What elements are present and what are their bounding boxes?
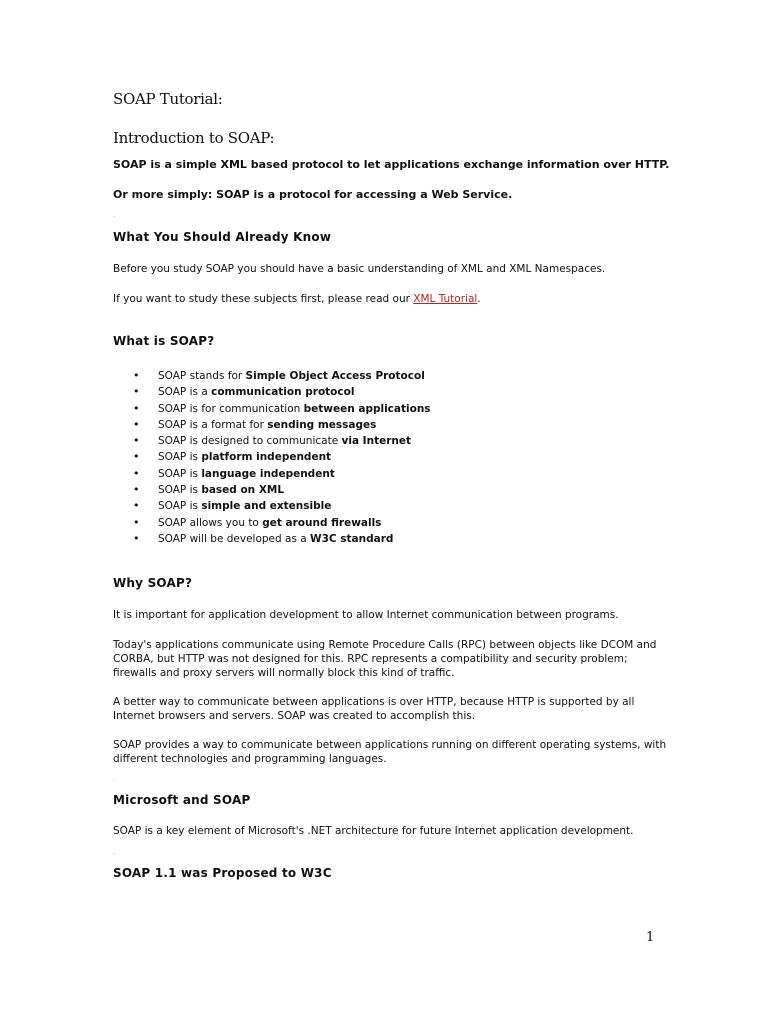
bullet-icon: •	[133, 515, 140, 529]
know-paragraph: Before you study SOAP you should have a basic understanding of XML and XML Namespaces.	[113, 263, 606, 275]
list-item: • SOAP is simple and extensible	[133, 499, 332, 513]
list-item: • SOAP is based on XML	[133, 483, 285, 497]
list-item: • SOAP stands for Simple Object Access Protocol	[133, 369, 425, 382]
bullet-icon: •	[133, 417, 140, 431]
stray-mark: .	[113, 212, 115, 219]
list-item: • SOAP is a communication protocol	[133, 385, 355, 399]
microsoft-heading: Microsoft and SOAP	[113, 793, 251, 807]
list-item: • SOAP is platform independent	[133, 450, 332, 464]
know-paragraph-link: If you want to study these subjects first, please read our XML Tutorial.	[113, 293, 481, 305]
page-title: SOAP Tutorial:	[113, 90, 223, 108]
why-paragraph: SOAP provides a way to communicate between applications running on different operating systems, with different technologies and programming languages.	[113, 739, 667, 765]
page-number: 1	[646, 930, 655, 945]
list-item: • SOAP allows you to get around firewalls	[133, 515, 382, 529]
list-item: • SOAP is language independent	[133, 466, 335, 480]
what-heading: What is SOAP?	[113, 334, 215, 348]
list-item: • SOAP is a format for sending messages	[133, 417, 377, 431]
why-paragraph: It is important for application development to allow Internet communication between programs.	[113, 609, 619, 621]
stray-mark: .	[113, 849, 115, 856]
list-item: • SOAP is for communication between applications	[133, 401, 431, 415]
bullet-icon: •	[133, 385, 140, 399]
intro-line: SOAP is a simple XML based protocol to let applications exchange information over HTTP.	[113, 158, 670, 171]
soap-feature-list	[113, 368, 431, 547]
w3c-heading: SOAP 1.1 was Proposed to W3C	[113, 866, 332, 880]
why-paragraph: Today's applications communicate using Remote Procedure Calls (RPC) between objects like DCOM and CORBA, but HTTP was not designed for this. RPC represents a compatibility and security problem; firewalls and proxy servers will normally block this kind of traffic.	[113, 639, 657, 679]
bullet-icon: •	[133, 531, 140, 545]
bullet-icon: •	[133, 450, 140, 464]
list-item: • SOAP will be developed as a W3C standard	[133, 531, 394, 545]
why-paragraph: A better way to communicate between applications is over HTTP, because HTTP is supported by all Internet browsers and servers. SOAP was created to accomplish this.	[113, 696, 635, 722]
bullet-icon: •	[133, 483, 140, 497]
bullet-icon: •	[133, 401, 140, 415]
xml-tutorial-link[interactable]: XML Tutorial	[413, 293, 478, 305]
bullet-icon: •	[133, 466, 140, 480]
stray-mark: .	[113, 775, 115, 782]
list-item: • SOAP is designed to communicate via Internet	[133, 434, 412, 448]
know-heading: What You Should Already Know	[113, 230, 332, 244]
why-heading: Why SOAP?	[113, 576, 193, 590]
bullet-icon: •	[133, 499, 140, 513]
bullet-icon: •	[133, 369, 140, 382]
intro-line: Or more simply: SOAP is a protocol for accessing a Web Service.	[113, 188, 513, 201]
microsoft-paragraph: SOAP is a key element of Microsoft's .NET architecture for future Internet application development.	[113, 825, 634, 837]
intro-heading: Introduction to SOAP:	[113, 129, 275, 147]
bullet-icon: •	[133, 434, 140, 448]
